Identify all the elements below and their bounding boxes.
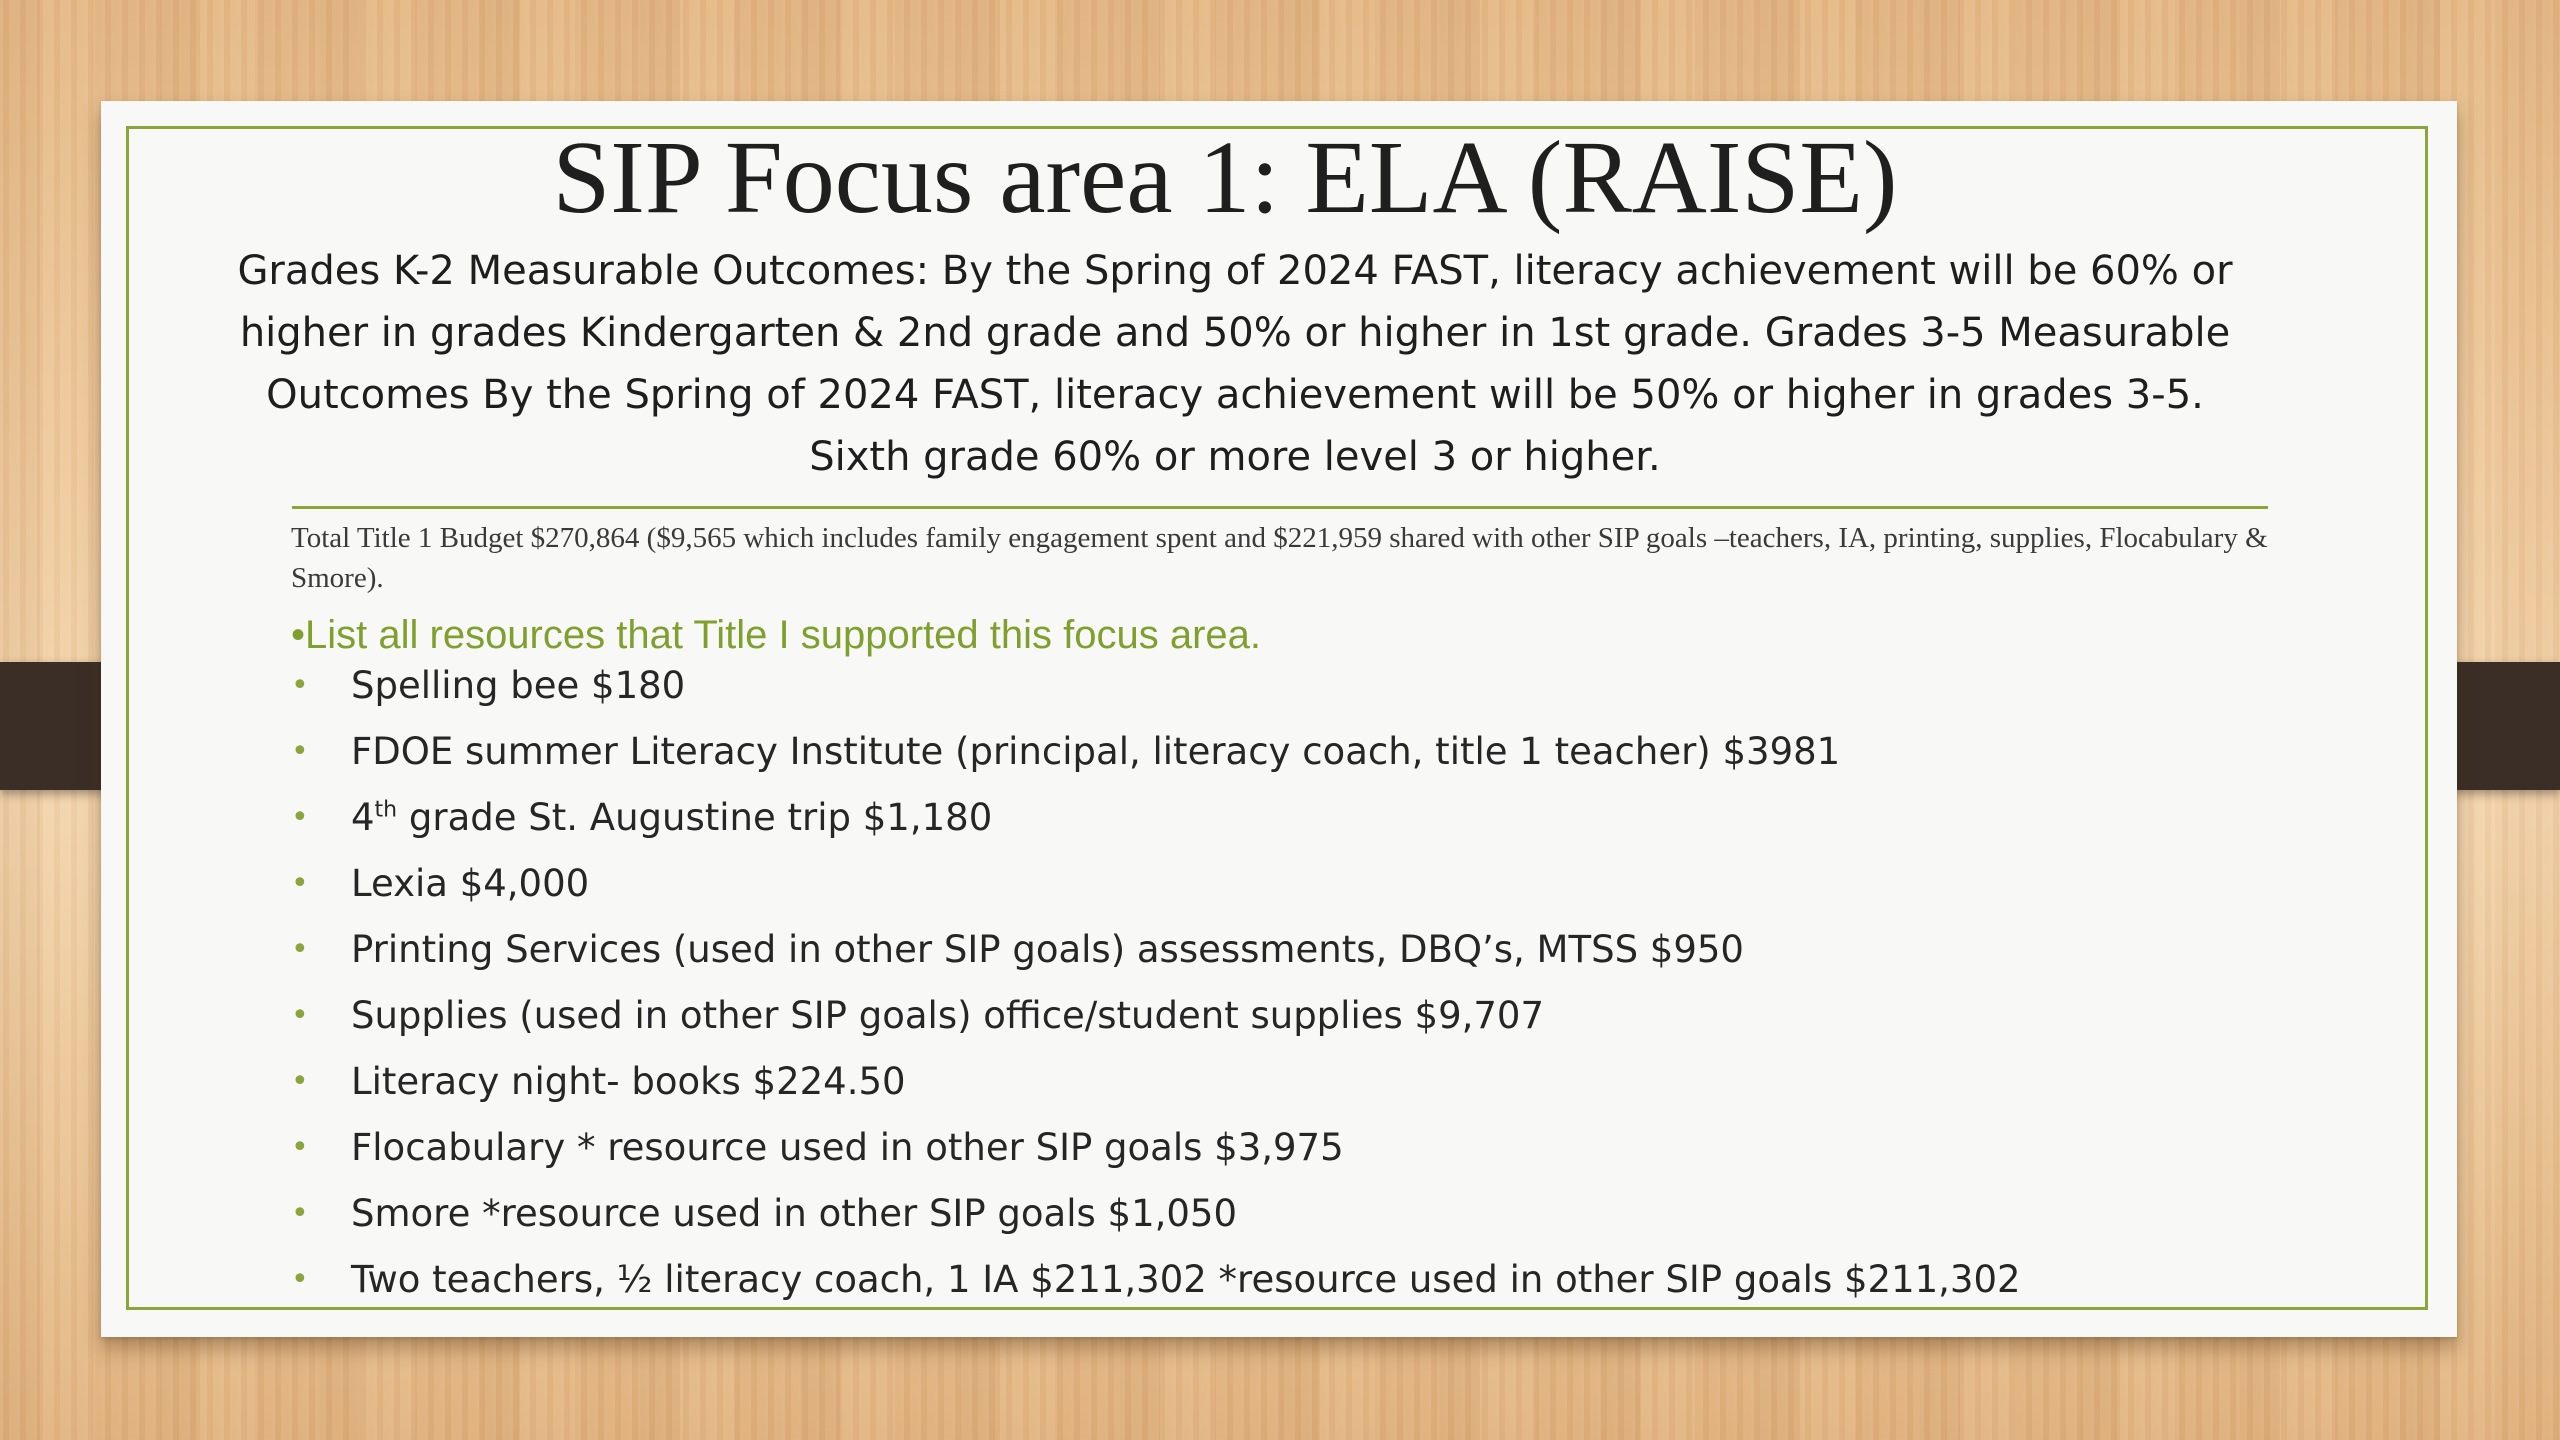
divider-line	[292, 506, 2268, 509]
resource-item	[291, 916, 2021, 982]
resource-item	[291, 652, 2021, 718]
measurable-outcomes: Grades K-2 Measurable Outcomes: By the Spring of 2024 FAST, literacy achievement will be 60% or higher in grades Kindergarten & 2nd grade and 50% or higher in 1st grade. Grades 3-5 Measurable Outcomes By the Spring of 2024 FAST, literacy achievement will be 50% or higher in grades 3-5. Sixth grade 60% or more level 3 or higher.	[237, 248, 2233, 480]
budget-summary: Total Title 1 Budget $270,864 ($9,565 which includes family engagement spent and $221,959 shared with other SIP goals –teachers, IA, printing, supplies, Flocabulary & Smore).	[291, 522, 2268, 594]
resource-text-prefix: 4	[351, 795, 375, 839]
resource-item	[291, 1180, 2021, 1246]
resource-item	[291, 1246, 2021, 1312]
resource-text: Literacy night- books $224.50	[351, 1059, 906, 1103]
resource-text: Two teachers, ½ literacy coach, 1 IA $211,302 *resource used in other SIP goals $211,302	[351, 1257, 2021, 1301]
bullet-icon: •	[291, 1261, 309, 1297]
resource-text: Smore *resource used in other SIP goals $1,050	[351, 1191, 1237, 1235]
bullet-icon: •	[291, 667, 309, 703]
resource-item	[291, 718, 2021, 784]
bullet-icon: •	[291, 931, 309, 967]
bullet-icon: •	[291, 1129, 309, 1165]
ordinal-suffix: th	[374, 797, 398, 823]
resource-text: Spelling bee $180	[351, 663, 686, 707]
bullet-icon: •	[291, 1063, 309, 1099]
slide-title: SIP Focus area 1: ELA (RAISE)	[552, 120, 1898, 235]
resource-text: Lexia $4,000	[351, 861, 590, 905]
resources-heading: •List all resources that Title I supported this focus area.	[291, 613, 1262, 657]
resource-item	[291, 1114, 2021, 1180]
resource-text: Supplies (used in other SIP goals) office/student supplies $9,707	[351, 993, 1544, 1037]
resource-item	[291, 1048, 2021, 1114]
resource-list	[291, 652, 2021, 1312]
bullet-icon: •	[291, 1195, 309, 1231]
resource-text-rest: grade St. Augustine trip $1,180	[397, 795, 993, 839]
resource-item	[291, 784, 2021, 850]
bullet-icon: •	[291, 997, 309, 1033]
bullet-icon: •	[291, 865, 309, 901]
resource-text	[351, 796, 992, 839]
resource-item	[291, 850, 2021, 916]
bullet-icon: •	[291, 733, 309, 769]
resource-item	[291, 982, 2021, 1048]
resource-text: Printing Services (used in other SIP goals) assessments, DBQ’s, MTSS $950	[351, 927, 1744, 971]
resource-text: Flocabulary * resource used in other SIP goals $3,975	[351, 1125, 1344, 1169]
bullet-icon: •	[291, 799, 309, 835]
resource-text: FDOE summer Literacy Institute (principal, literacy coach, title 1 teacher) $3981	[351, 729, 1841, 773]
